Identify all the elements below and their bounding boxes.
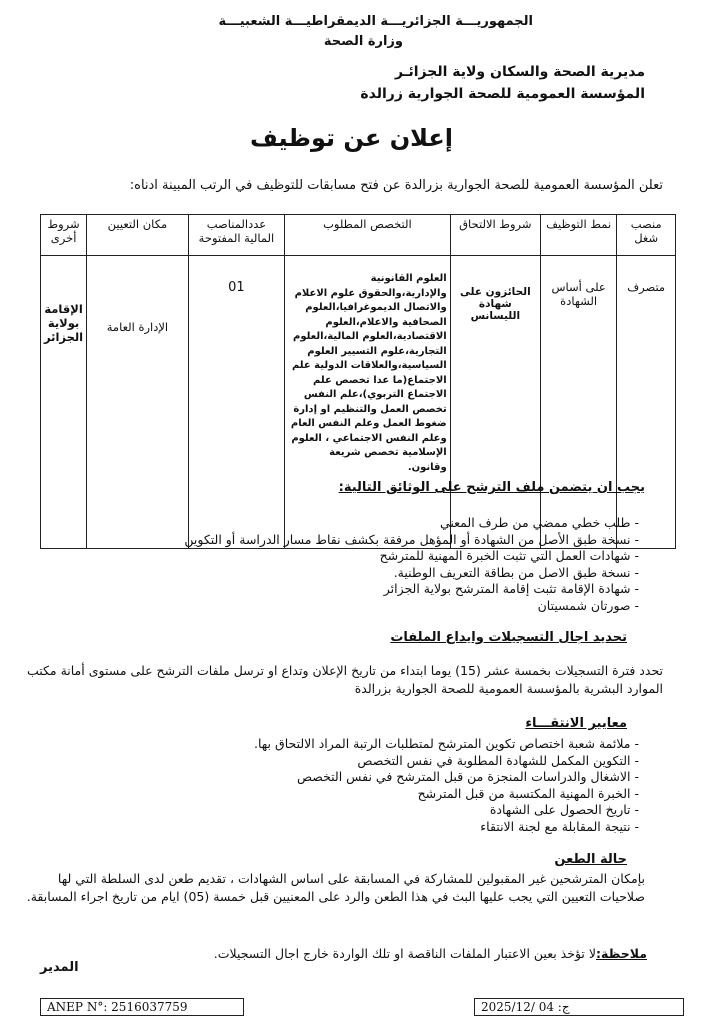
col-specialty: التخصص المطلوب xyxy=(285,215,451,256)
table-row xyxy=(41,256,676,549)
cell-conditions: الحائزون على شهادة الليسانس xyxy=(450,256,540,549)
cell-place: الإدارة العامة xyxy=(87,256,189,549)
col-count: عددالمناصب المالية المفتوحة xyxy=(188,215,284,256)
col-post: منصب شغل xyxy=(617,215,676,256)
list-item: - نسخة طبق الأصل من الشهادة أو المؤهل مرفقة بكشف نقاط مسار الدراسة أو التكوين xyxy=(184,532,639,549)
list-item: - شهادة الإقامة تثبت إقامة المترشح بولاية الجزائر xyxy=(184,581,639,598)
col-mode: نمط التوظيف xyxy=(540,215,616,256)
list-item: - ملائمة شعبة اختصاص تكوين المترشح لمتطلبات الرتبة المراد الالتحاق بها. xyxy=(254,736,639,753)
list-item: - الاشغال والدراسات المنجزة من قبل المترشح في نفس التخصص xyxy=(254,769,639,786)
institution-header: المؤسسة العمومية للصحة الجوارية زرالدة xyxy=(360,86,645,102)
list-item: - تاريخ الحصول على الشهادة xyxy=(254,802,639,819)
list-item: - نسخة طبق الاصل من بطاقة التعريف الوطنية. xyxy=(184,565,639,582)
positions-table xyxy=(40,214,676,549)
col-place: مكان التعيين xyxy=(87,215,189,256)
note xyxy=(214,946,647,961)
signature: المدير xyxy=(40,960,79,975)
cell-post: متصرف xyxy=(617,256,676,549)
list-item: - طلب خطي ممضي من طرف المعني xyxy=(184,515,639,532)
col-conditions: شروط الالتحاق xyxy=(450,215,540,256)
page-title: إعلان عن توظيف xyxy=(249,124,454,152)
note-text: لا تؤخذ بعين الاعتبار الملفات الناقصة او تلك الواردة خارج اجال التسجيلات. xyxy=(213,946,596,961)
list-item: - صورتان شمسيتان xyxy=(184,598,639,615)
cell-count: 01 xyxy=(188,256,284,549)
deadline-text: تحدد فترة التسجيلات بخمسة عشر (15) يوما ابتداء من تاريخ الإعلان وتداع او ترسل ملفات الترشح على مستوى أمانة مكتب الموارد البشرية بالمؤسسة العمومية للصحة الجوارية بزرالدة xyxy=(26,663,663,696)
cell-other: الإقامة بولاية الجزائر xyxy=(41,256,87,549)
criteria-list xyxy=(254,736,639,835)
anep-number: ANEP N°: 2516037759 xyxy=(40,998,244,1016)
list-item: - شهادات العمل التي تثبت الخبرة المهنية للمترشح xyxy=(184,548,639,565)
intro-text: تعلن المؤسسة العمومية للصحة الجوارية بزرالدة عن فتح مسابقات للتوظيف في الرتب المبينة ادناه: xyxy=(129,178,663,193)
list-item: - نتيجة المقابلة مع لجنة الانتقاء xyxy=(254,819,639,836)
list-item: - التكوين المكمل للشهادة المطلوبة في نفس التخصص xyxy=(254,753,639,770)
appeal-text: بإمكان المترشحين غير المقبولين للمشاركة في المسابقة على اساس الشهادات ، تقديم طعن لدى السلطة التي لها صلاحيات التعيين التي يجب عليها البث في هذا الطعن والرد على المعنيين قبل خمسة (05) ايام من تاريخ اجراء المسابقة. xyxy=(26,871,645,904)
note-label: ملاحظة: xyxy=(596,946,647,961)
appeal-heading: حالة الطعن xyxy=(554,852,627,867)
cell-specialty: العلوم القانونية والإدارية،والحقوق علوم الاعلام والاتصال الديموغرافيا،العلوم الصحافية والاعلام،العلوم الاقتصادية،العلوم المالية،العلوم التجارية،علوم التسيير العلوم السياسية،والعلاقات الدولية علم الاجتماع(ما عدا تخصص علم الاجتماع التربوي)،علم النفس تخصص العمل والتنظيم او إدارة ضغوط العمل وعلم النفس العام وعلم النفس الاجتماعي ، العلوم الإسلامية تخصص شريعة وقانون. xyxy=(285,256,451,549)
publication-date: 2025/12/ 04 :ج xyxy=(474,998,684,1016)
deadline-heading: تحديد اجال التسجيلات وايداع الملفات xyxy=(390,630,627,645)
republic-header: الجمهوريـــة الجزائريـــة الديمقراطيـــة الشعبيـــة xyxy=(218,14,533,29)
documents-list xyxy=(184,515,639,614)
ministry-header: وزارة الصحة xyxy=(323,34,403,49)
cell-mode: على أساس الشهادة xyxy=(540,256,616,549)
directorate-header: مديرية الصحة والسكان ولاية الجزائـر xyxy=(394,64,645,80)
criteria-heading: معايير الانتقـــاء xyxy=(525,716,627,731)
list-item: - الخبرة المهنية المكتسبة من قبل المترشح xyxy=(254,786,639,803)
documents-heading: يجب ان يتضمن ملف الترشح على الوثائق التالية: xyxy=(338,480,645,495)
col-other: شروط أخرى xyxy=(41,215,87,256)
